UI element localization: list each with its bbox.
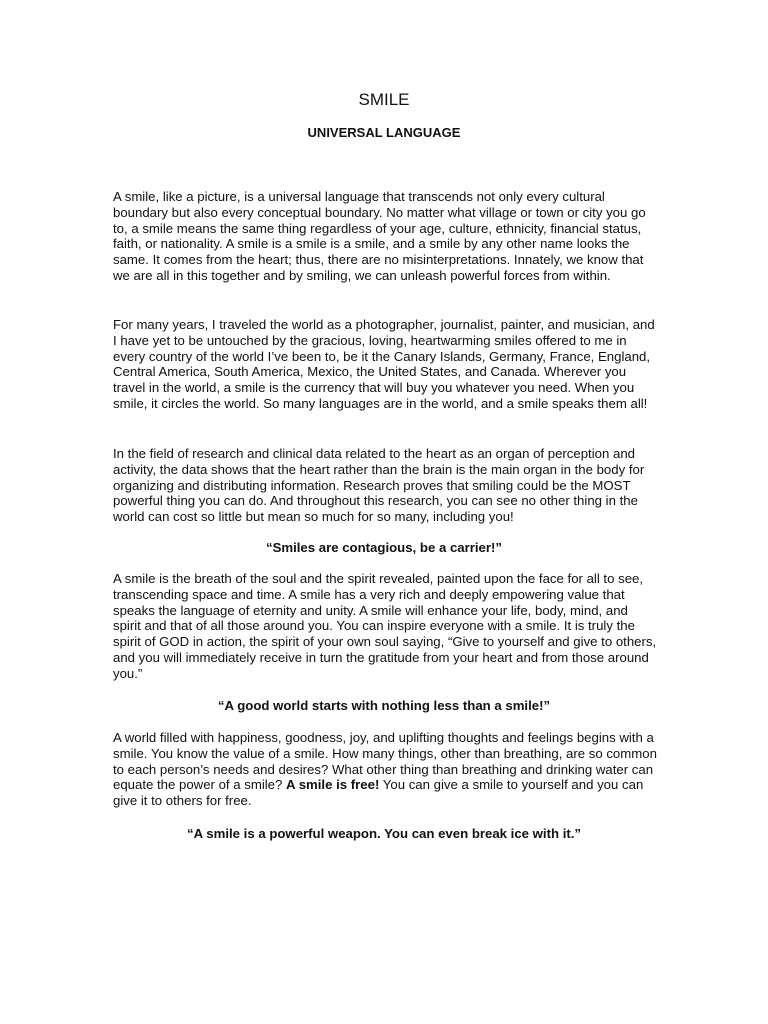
document-title: SMILE: [358, 90, 410, 109]
quote-contagious: “Smiles are contagious, be a carrier!”: [265, 540, 502, 555]
paragraph-smile-free-emphasis: A smile is free!: [286, 777, 380, 793]
document-subtitle: UNIVERSAL LANGUAGE: [307, 125, 461, 140]
paragraph-smile-free: [113, 730, 659, 809]
paragraph-travels: For many years, I traveled the world as a photographer, journalist, painter, and musician, and I have yet to be untouched by the gracious, loving, heartwarming smiles offered to me in every country of the world I’ve been to, be it the Canary Islands, Germany, France, England, Central America, South America, Mexico, the United States, and Canada. Wherever you travel in the world, a smile is the currency that will buy you whatever you need. When you smile, it circles the world. So many languages are in the world, and a smile speaks them all!: [113, 317, 655, 411]
paragraph-smile-free-text-1: A world filled with happiness, goodness, joy, and uplifting thoughts and feelings begins with a smile. You know the value of a smile. How many things, other than breathing, are so common to each person’s needs and desires? What other thing than breathing and drinking water can equate the power of a smile?: [113, 730, 657, 793]
paragraph-soul-spirit: A smile is the breath of the soul and the spirit revealed, painted upon the face for all to see, transcending space and time. A smile has a very rich and deeply empowering value that speaks the language of eternity and unity. A smile will enhance your life, body, mind, and spirit and that of all those around you. You can inspire everyone with a smile. It is truly the spirit of GOD in action, the spirit of your own soul saying, “Give to yourself and give to others, and you will immediately receive in turn the gratitude from your heart and from those around you.”: [113, 571, 657, 681]
paragraph-smile-free-text-2: You can give a smile to yourself and you can give it to others for free.: [113, 777, 644, 809]
quote-powerful-weapon: “A smile is a powerful weapon. You can even break ice with it.”: [186, 826, 582, 841]
paragraph-universal-language: A smile, like a picture, is a universal language that transcends not only every cultural boundary but also every conceptual boundary. No matter what village or town or city you go to, a smile means the same thing regardless of your age, culture, ethnicity, financial status, faith, or nationality. A smile is a smile is a smile, and a smile by any other name looks the same. It comes from the heart; thus, there are no misinterpretations. Innately, we know that we are all in this together and by smiling, we can unleash powerful forces from within.: [113, 189, 646, 283]
paragraph-research: In the field of research and clinical data related to the heart as an organ of perception and activity, the data shows that the heart rather than the brain is the main organ in the body for organizing and distributing information. Research proves that smiling could be the MOST powerful thing you can do. And throughout this research, you can see no other thing in the world can cost so little but mean so much for so many, including you!: [113, 446, 645, 525]
quote-good-world: “A good world starts with nothing less than a smile!”: [217, 698, 551, 713]
